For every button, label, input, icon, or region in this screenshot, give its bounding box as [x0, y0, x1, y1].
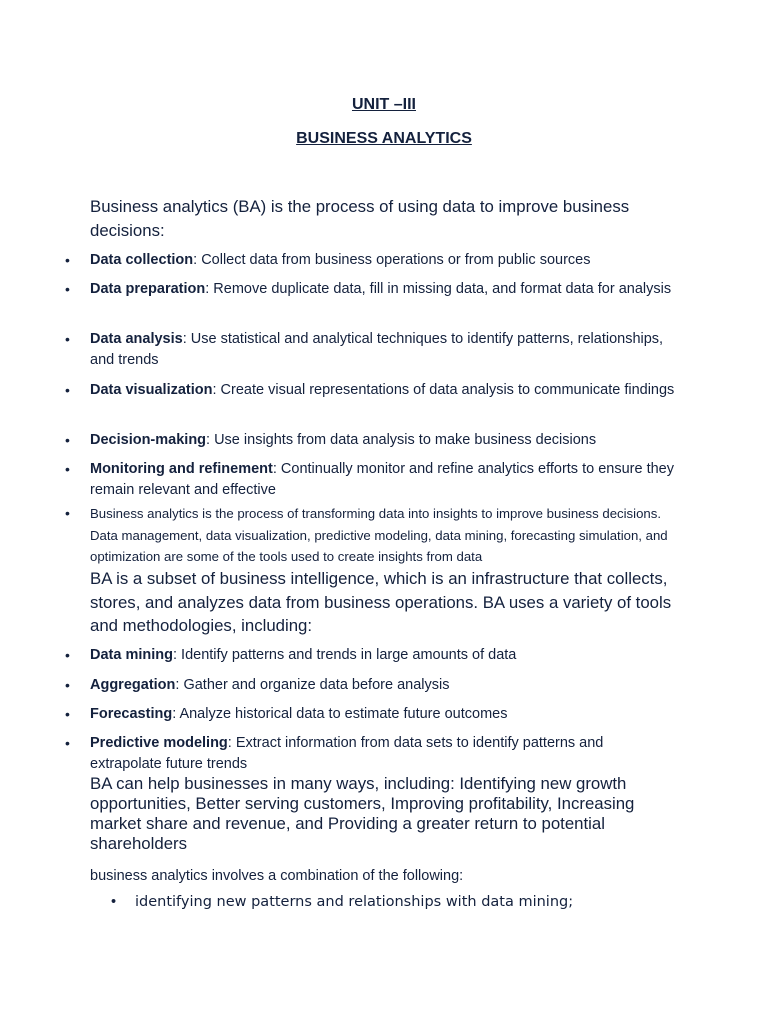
definition-item — [65, 503, 680, 568]
list-item — [65, 675, 680, 696]
subset-paragraph: BA is a subset of business intelligence, which is an infrastructure that collects, stores, and analyzes data from business operations. BA uses a variety of tools and methodologies, including: — [90, 569, 672, 635]
list-item — [65, 430, 680, 451]
list-item-term: Data mining — [90, 647, 173, 663]
list-item — [65, 250, 680, 271]
list-item — [65, 459, 680, 501]
list-item-term: Data preparation — [90, 281, 206, 297]
list-item — [65, 704, 680, 725]
bullet-icon: • — [65, 331, 70, 347]
bullet-icon: • — [65, 735, 70, 751]
bullet-icon: • — [65, 677, 70, 693]
benefits-paragraph: BA can help businesses in many ways, including: Identifying new growth opportunities, Better serving customers, Improving profitability, Increasing market share and revenue, and Providing a greater return to potential shareholders — [90, 774, 635, 853]
list-item-term: Monitoring and refinement — [90, 461, 273, 477]
bullet-icon: • — [65, 505, 70, 521]
unit-heading: UNIT –III — [351, 96, 416, 113]
list-item-text: : Create visual representations of data analysis to communicate findings — [212, 382, 675, 398]
intro-paragraph: Business analytics (BA) is the process of using data to improve business decisions: — [90, 197, 630, 240]
list-item — [65, 380, 680, 401]
list-item-text: : Continually monitor and refine analytics efforts to ensure they remain relevant and effective — [90, 461, 674, 498]
list-item-text: : Use insights from data analysis to make business decisions — [206, 432, 597, 448]
bullet-icon: • — [65, 382, 70, 398]
list-item-text: : Analyze historical data to estimate future outcomes — [172, 706, 508, 722]
list-item-term: Data analysis — [90, 331, 183, 347]
list-item-term: Forecasting — [90, 706, 173, 722]
list-item-term: Predictive modeling — [90, 735, 228, 751]
bullet-icon: • — [65, 461, 70, 477]
list-item-text: : Remove duplicate data, fill in missing data, and format data for analysis — [205, 281, 672, 297]
list-item — [65, 329, 680, 371]
bullet-icon: • — [65, 432, 70, 448]
list-item-text: : Extract information from data sets to identify patterns and extrapolate future trends — [90, 735, 604, 772]
bullet-icon: • — [65, 706, 70, 722]
list-item-text: : Identify patterns and trends in large amounts of data — [172, 647, 517, 663]
list-item — [65, 279, 680, 300]
list-item-text: identifying new patterns and relationships with data mining; — [135, 894, 574, 910]
definition-text: Business analytics is the process of transforming data into insights to improve business decisions. Data management, data visualization, predictive modeling, data mining, forecasting simulation, and optimization are some of the tools used to create insights from data — [90, 506, 668, 564]
bullet-icon: • — [65, 281, 70, 297]
combination-intro: business analytics involves a combination of the following: — [90, 868, 464, 884]
list-item-term: Aggregation — [90, 677, 176, 693]
list-item-term: Decision-making — [90, 432, 207, 448]
list-item-text: : Collect data from business operations or from public sources — [193, 252, 591, 268]
list-item — [65, 645, 680, 666]
page-title: BUSINESS ANALYTICS — [296, 130, 472, 147]
bullet-icon: • — [65, 647, 70, 663]
list-item-text: : Use statistical and analytical techniques to identify patterns, relationships, and trends — [90, 331, 664, 368]
list-item — [111, 892, 695, 913]
bullet-icon: • — [65, 252, 70, 268]
list-item — [65, 733, 650, 775]
bullet-icon: • — [111, 894, 117, 910]
list-item-term: Data collection — [90, 252, 194, 268]
list-item-text: : Gather and organize data before analysis — [175, 677, 450, 693]
list-item-term: Data visualization — [90, 382, 213, 398]
